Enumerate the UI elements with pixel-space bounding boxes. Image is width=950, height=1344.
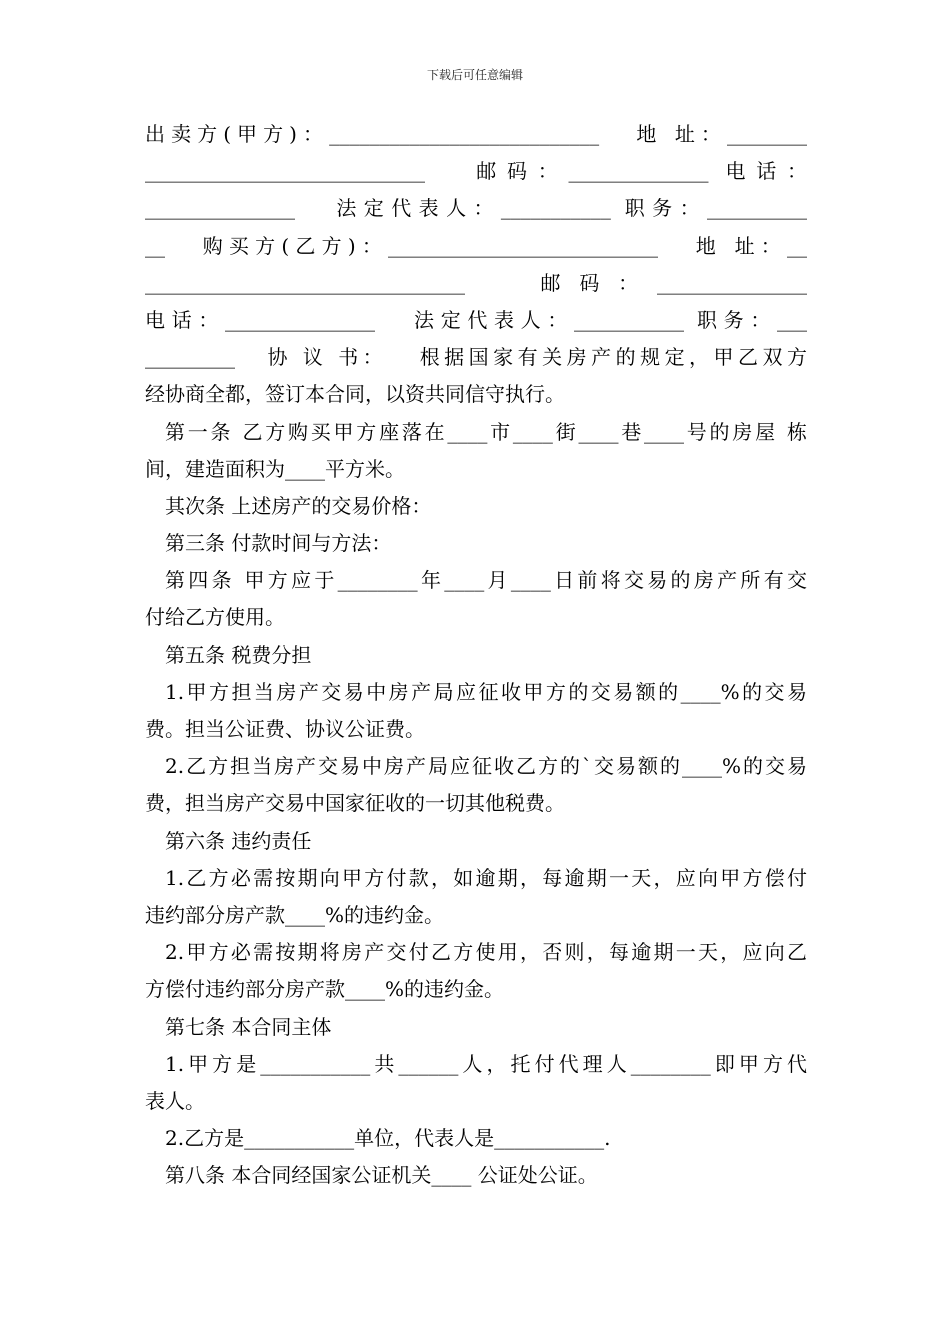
contract-line: 第七条 本合同主体 (165, 1014, 332, 1039)
contract-line: 费。担当公证费、协议公证费。 (145, 717, 425, 741)
contract-line: ________________________________ 邮码：_______________ (145, 270, 807, 295)
contract-line: 其次条 上述房产的交易价格： (165, 493, 432, 518)
contract-line: 第四条 甲方应于________年____月____日前将交易的房产所有交 (165, 568, 807, 593)
contract-line: 1.乙方必需按期向甲方付款，如逾期，每逾期一天，应向甲方偿付 (165, 865, 807, 890)
contract-line: _______________ 法定代表人：___________ 职务：__________ (145, 196, 807, 221)
contract-line: 2.乙方担当房产交易中房产局应征收乙方的`交易额的____%的交易 (165, 754, 807, 779)
page-header: 下载后可任意编辑 (426, 68, 523, 82)
contract-line: 方偿付违约部分房产款____%的违约金。 (145, 977, 505, 1002)
contract-line: 经协商全都，签订本合同，以资共同信守执行。 (145, 382, 565, 407)
contract-line: 2.乙方是___________单位，代表人是___________. (165, 1126, 611, 1151)
contract-line: 2.甲方必需按期将房产交付乙方使用，否则，每逾期一天，应向乙 (165, 940, 807, 965)
contract-line: __ 购买方(乙方)：___________________________ 地 址：__ (145, 233, 807, 258)
contract-line: 1.甲方担当房产交易中房产局应征收甲方的交易额的____%的交易 (165, 679, 807, 704)
contract-line: 第一条 乙方购买甲方座落在____市____街____巷____号的房屋 栋 (165, 419, 807, 444)
contract-line: 1.甲方是___________共______人，托付代理人________即甲方代 (165, 1051, 807, 1076)
contract-line: 费，担当房产交易中国家征收的一切其他税费。 (145, 791, 565, 816)
contract-line: 违约部分房产款____%的违约金。 (145, 902, 445, 927)
contract-line: 间，建造面积为____平方米。 (145, 456, 405, 481)
contract-line: 第三条 付款时间与方法： (165, 531, 392, 556)
contract-line: 第五条 税费分担 (165, 642, 312, 667)
contract-line: 第八条 本合同经国家公证机关____ 公证处公证。 (165, 1163, 598, 1188)
contract-line: 电话：_______________ 法定代表人：___________ 职务：___ (145, 307, 807, 332)
contract-line: ____________________________ 邮码：______________ 电话： (145, 159, 807, 184)
contract-line: 表人。 (145, 1088, 205, 1113)
contract-line: 付给乙方使用。 (145, 605, 285, 630)
contract-line: _________ 协 议 书： 根据国家有关房产的规定，甲乙双方 (145, 345, 807, 370)
contract-line: 第六条 违约责任 (165, 828, 312, 853)
contract-line: 出卖方(甲方)：___________________________ 地 址：________ (145, 122, 807, 146)
contract-body (145, 116, 807, 1194)
